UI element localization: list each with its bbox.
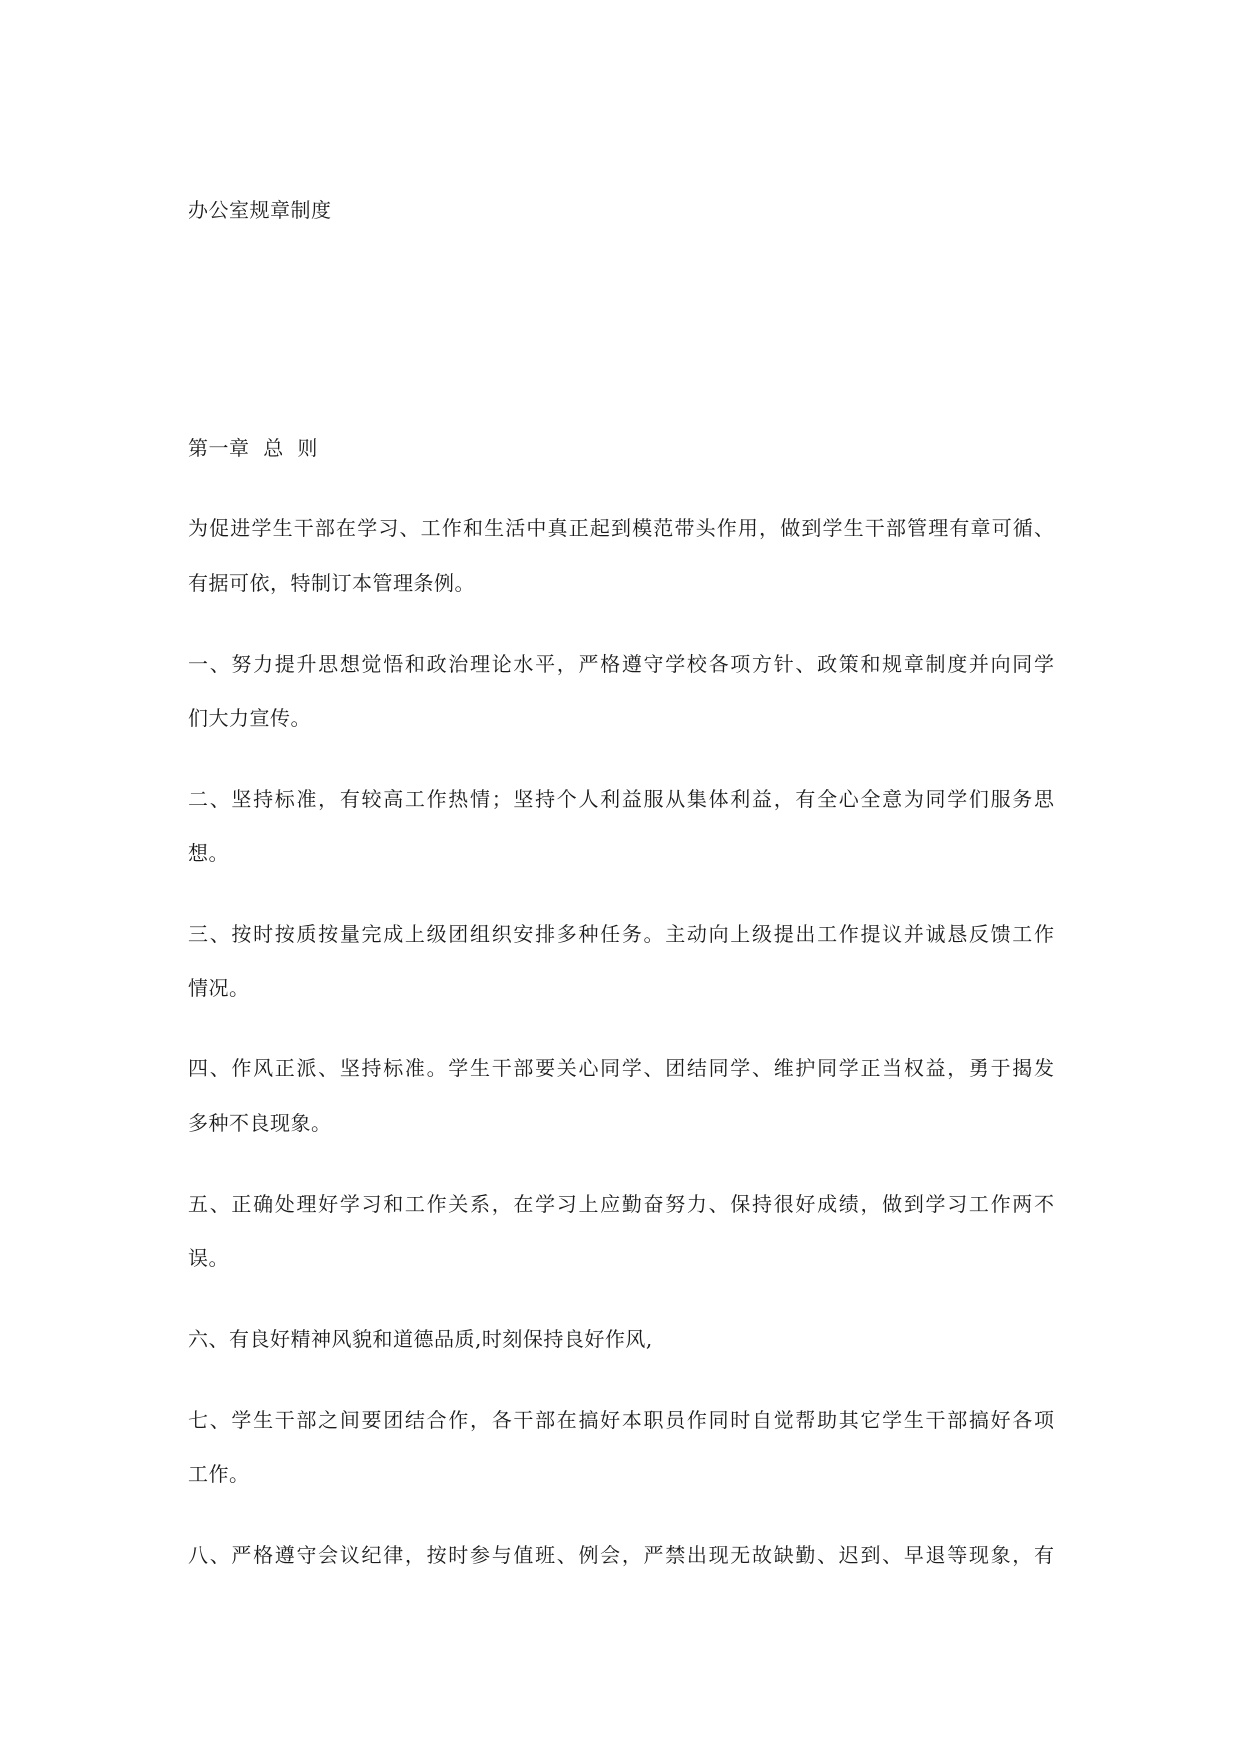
article-6-line-1: 六、有良好精神风貌和道德品质,时刻保持良好作风, [188,1327,653,1351]
article-4-line-1: 四、作风正派、坚持标准。学生干部要关心同学、团结同学、维护同学正当权益，勇于揭发 [188,1056,1054,1080]
article-1-line-2: 们大力宣传。 [188,706,311,730]
article-8-line-1: 八、严格遵守会议纪律，按时参与值班、例会，严禁出现无故缺勤、迟到、早退等现象，有 [188,1543,1054,1567]
article-5-line-2: 误。 [188,1246,229,1270]
article-7-line-1: 七、学生干部之间要团结合作，各干部在搞好本职员作同时自觉帮助其它学生干部搞好各项 [188,1408,1054,1432]
article-1-line-1: 一、努力提升思想觉悟和政治理论水平，严格遵守学校各项方针、政策和规章制度并向同学 [188,652,1054,676]
article-3-line-2: 情况。 [188,976,250,1000]
article-5-line-1: 五、正确处理好学习和工作关系，在学习上应勤奋努力、保持很好成绩，做到学习工作两不 [188,1192,1054,1216]
article-7-line-2: 工作。 [188,1462,250,1486]
chapter-heading: 第一章 总 则 [188,436,318,460]
intro-line-2: 有据可依，特制订本管理条例。 [188,571,475,595]
article-3-line-1: 三、按时按质按量完成上级团组织安排多种任务。主动向上级提出工作提议并诚恳反馈工作 [188,922,1054,946]
article-4-line-2: 多种不良现象。 [188,1111,332,1135]
intro-line-1: 为促进学生干部在学习、工作和生活中真正起到模范带头作用，做到学生干部管理有章可循、 [188,516,1054,540]
article-2-line-2: 想。 [188,841,229,865]
document-title: 办公室规章制度 [188,198,332,222]
article-2-line-1: 二、坚持标准，有较高工作热情；坚持个人利益服从集体利益，有全心全意为同学们服务思 [188,787,1054,811]
